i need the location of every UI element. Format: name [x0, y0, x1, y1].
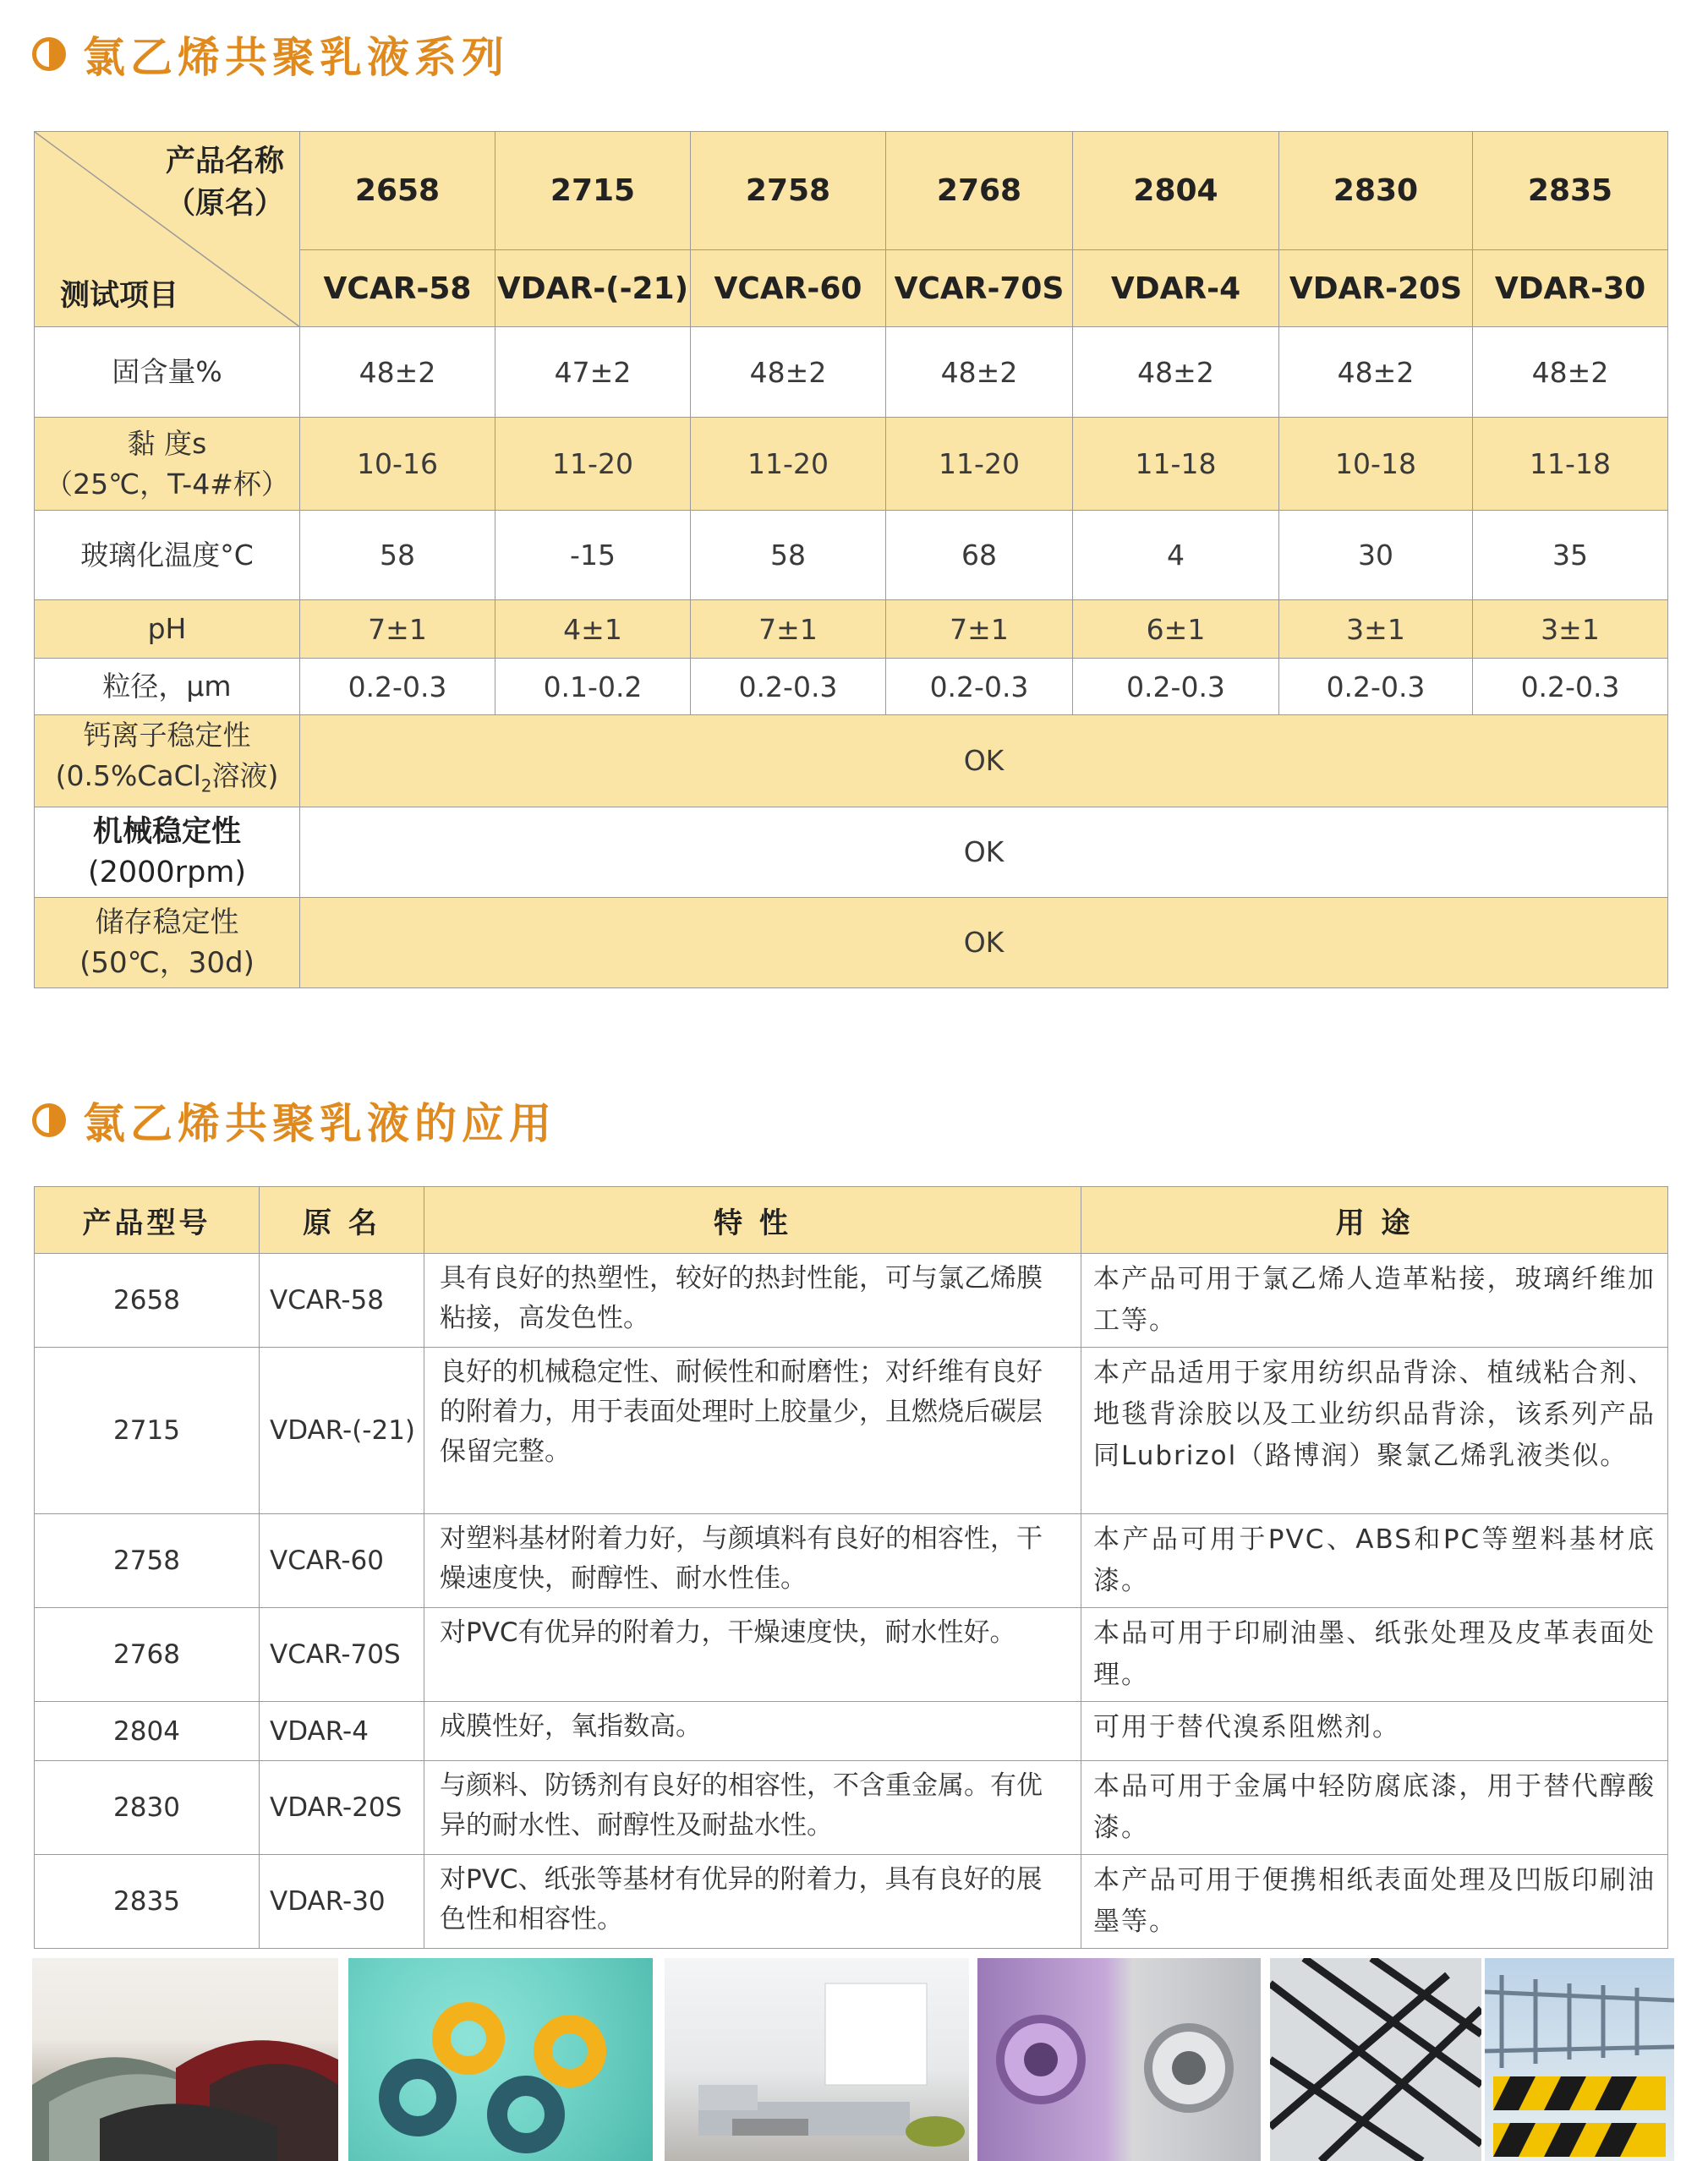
cell-uses: 本产品可用于PVC、ABS和PC等塑料基材底漆。 [1081, 1514, 1668, 1608]
cell-orig: VDAR-4 [260, 1702, 424, 1761]
cell-uses: 可用于替代溴系阻燃剂。 [1081, 1702, 1668, 1761]
spec-row-particle-size [35, 659, 1668, 715]
product-code: 2804 [1073, 132, 1279, 250]
cell-features: 对PVC、纸张等基材有优异的附着力，具有良好的展色性和相容性。 [424, 1855, 1081, 1949]
road-barrier-image [1485, 1958, 1674, 2161]
spec-value: 68 [886, 511, 1073, 600]
product-code: 2830 [1279, 132, 1473, 250]
cell-orig: VDAR-20S [260, 1761, 424, 1855]
spec-value: 11-18 [1073, 418, 1279, 511]
spec-table [34, 131, 1668, 988]
spec-value: 58 [300, 511, 495, 600]
merged-value: OK [300, 897, 1668, 987]
spec-value: 11-18 [1473, 418, 1668, 511]
row-label [35, 807, 300, 897]
product-original-name: VCAR-60 [691, 250, 886, 327]
spec-value: 0.2-0.3 [886, 659, 1073, 715]
cell-code: 2804 [35, 1702, 260, 1761]
row-label [35, 418, 300, 511]
spec-value: 48±2 [300, 327, 495, 418]
corner-header-product [166, 140, 284, 225]
spec-value: 30 [1279, 511, 1473, 600]
table-row [35, 1608, 1668, 1702]
spec-value: 0.2-0.3 [1473, 659, 1668, 715]
spec-row-ph [35, 600, 1668, 659]
merged-value: OK [300, 807, 1668, 897]
row-label-line: 黏 度s [127, 426, 207, 460]
row-label-line: （25℃，T-4#杯） [45, 467, 289, 501]
row-label: pH [35, 600, 300, 659]
section-title-text: 氯乙烯共聚乳液的应用 [83, 1099, 556, 1148]
spec-value: 3±1 [1473, 600, 1668, 659]
living-room-image [665, 1958, 969, 2161]
spec-value: 48±2 [1473, 327, 1668, 418]
header-features: 特 性 [424, 1187, 1081, 1254]
road-barrier-graphic [1485, 1958, 1674, 2161]
steel-structure-graphic [1270, 1958, 1481, 2161]
table-row [35, 1514, 1668, 1608]
product-code: 2758 [691, 132, 886, 250]
spec-value: 3±1 [1279, 600, 1473, 659]
spec-value: 7±1 [300, 600, 495, 659]
cell-code: 2835 [35, 1855, 260, 1949]
cell-code: 2830 [35, 1761, 260, 1855]
product-code: 2768 [886, 132, 1073, 250]
corner-original-name: （原名） [165, 187, 284, 221]
corner-product-name: 产品名称 [165, 145, 284, 178]
cell-code: 2758 [35, 1514, 260, 1608]
section-title-text: 氯乙烯共聚乳液系列 [83, 33, 509, 82]
product-original-name: VDAR-4 [1073, 250, 1279, 327]
living-room-graphic [665, 1958, 969, 2161]
row-label: 粒径，μm [35, 659, 300, 715]
row-label-line: (2000rpm) [87, 855, 247, 889]
product-original-name: VDAR-20S [1279, 250, 1473, 327]
table-row [35, 1761, 1668, 1855]
cell-uses: 本品可用于印刷油墨、纸张处理及皮革表面处理。 [1081, 1608, 1668, 1702]
section-title-application [32, 1095, 556, 1146]
product-code: 2658 [300, 132, 495, 250]
rings-on-fabric-image [348, 1958, 653, 2161]
spec-value: 48±2 [1279, 327, 1473, 418]
corner-test-item: 测试项目 [60, 279, 179, 313]
cell-uses: 本品可用于金属中轻防腐底漆，用于替代醇酸漆。 [1081, 1761, 1668, 1855]
table-row [35, 1855, 1668, 1949]
spec-value: 7±1 [886, 600, 1073, 659]
spec-row-viscosity [35, 418, 1668, 511]
product-original-name: VDAR-(-21) [495, 250, 691, 327]
cell-orig: VDAR-30 [260, 1855, 424, 1949]
spec-value: 11-20 [886, 418, 1073, 511]
rings-graphic [348, 1958, 653, 2161]
spec-value: 0.2-0.3 [691, 659, 886, 715]
header-product-model: 产品型号 [35, 1187, 260, 1254]
half-circle-icon [32, 37, 66, 71]
table-row [35, 1254, 1668, 1348]
row-label-line: 机械稳定性 [92, 814, 241, 849]
spec-value: 58 [691, 511, 886, 600]
cell-orig: VCAR-70S [260, 1608, 424, 1702]
cell-orig: VDAR-(-21) [260, 1348, 424, 1514]
label-text: 溶液) [211, 759, 279, 792]
half-circle-icon [32, 1103, 66, 1137]
spec-value: 4±1 [495, 600, 691, 659]
product-code: 2715 [495, 132, 691, 250]
cell-code: 2715 [35, 1348, 260, 1514]
plastic-parts-graphic [977, 1958, 1261, 2161]
plastic-parts-image [977, 1958, 1261, 2161]
corner-header-cell [35, 132, 300, 327]
cell-orig: VCAR-60 [260, 1514, 424, 1608]
row-label-line: 钙离子稳定性 [83, 719, 251, 752]
spec-value: 0.2-0.3 [1073, 659, 1279, 715]
label-text: (0.5%CaCl [55, 759, 201, 792]
spec-value: 48±2 [1073, 327, 1279, 418]
spec-value: 47±2 [495, 327, 691, 418]
row-label [35, 897, 300, 987]
cell-features: 对PVC有优异的附着力，干燥速度快，耐水性好。 [424, 1608, 1081, 1702]
app-header-row [35, 1187, 1668, 1254]
table-row [35, 1702, 1668, 1761]
header-original-name: 原 名 [260, 1187, 424, 1254]
subscript: 2 [200, 775, 212, 796]
table-row [35, 1348, 1668, 1514]
spec-value: 4 [1073, 511, 1279, 600]
spec-row-glass-transition [35, 511, 1668, 600]
spec-value: 35 [1473, 511, 1668, 600]
spec-value: 11-20 [495, 418, 691, 511]
merged-value: OK [300, 715, 1668, 807]
spec-header-row-codes [35, 132, 1668, 250]
cell-uses: 本产品适用于家用纺织品背涂、植绒粘合剂、地毯背涂胶以及工业纺织品背涂，该系列产品同Lubrizol（路博润）聚氯乙烯乳液类似。 [1081, 1348, 1668, 1514]
cell-features: 具有良好的热塑性，较好的热封性能，可与氯乙烯膜粘接，高发色性。 [424, 1254, 1081, 1348]
spec-value: 0.2-0.3 [1279, 659, 1473, 715]
spec-row-solid-content [35, 327, 1668, 418]
cell-features: 成膜性好，氧指数高。 [424, 1702, 1081, 1761]
cell-features: 良好的机械稳定性、耐候性和耐磨性；对纤维有良好的附着力，用于表面处理时上胶量少，且燃烧后碳层保留完整。 [424, 1348, 1081, 1514]
product-original-name: VCAR-70S [886, 250, 1073, 327]
leather-samples-image [32, 1958, 338, 2161]
row-label: 固含量% [35, 327, 300, 418]
product-original-name: VCAR-58 [300, 250, 495, 327]
row-label [35, 715, 300, 807]
spec-row-storage-stability [35, 897, 1668, 987]
cell-uses: 本产品可用于氯乙烯人造革粘接，玻璃纤维加工等。 [1081, 1254, 1668, 1348]
cell-code: 2658 [35, 1254, 260, 1348]
section-title-series [32, 29, 509, 82]
row-label: 玻璃化温度°C [35, 511, 300, 600]
row-label-line [35, 756, 299, 807]
spec-value: 0.1-0.2 [495, 659, 691, 715]
cell-uses: 本产品可用于便携相纸表面处理及凹版印刷油墨等。 [1081, 1855, 1668, 1949]
cell-code: 2768 [35, 1608, 260, 1702]
product-original-name: VDAR-30 [1473, 250, 1668, 327]
row-label-line: 储存稳定性 [95, 905, 239, 939]
cell-features: 对塑料基材附着力好，与颜填料有良好的相容性，干燥速度快，耐醇性、耐水性佳。 [424, 1514, 1081, 1608]
spec-row-mechanical-stability [35, 807, 1668, 897]
spec-value: 7±1 [691, 600, 886, 659]
spec-value: 10-16 [300, 418, 495, 511]
application-table [34, 1186, 1668, 1949]
spec-value: 0.2-0.3 [300, 659, 495, 715]
spec-value: 48±2 [886, 327, 1073, 418]
spec-value: 10-18 [1279, 418, 1473, 511]
spec-value: -15 [495, 511, 691, 600]
cell-orig: VCAR-58 [260, 1254, 424, 1348]
spec-value: 48±2 [691, 327, 886, 418]
row-label-line: (50℃，30d) [79, 945, 255, 980]
steel-structure-image [1270, 1958, 1481, 2161]
header-uses: 用 途 [1081, 1187, 1668, 1254]
spec-value: 11-20 [691, 418, 886, 511]
cell-features: 与颜料、防锈剂有良好的相容性，不含重金属。有优异的耐水性、耐醇性及耐盐水性。 [424, 1761, 1081, 1855]
spec-value: 6±1 [1073, 600, 1279, 659]
product-code: 2835 [1473, 132, 1668, 250]
leather-samples-graphic [32, 1958, 338, 2161]
spec-row-calcium-stability [35, 715, 1668, 807]
